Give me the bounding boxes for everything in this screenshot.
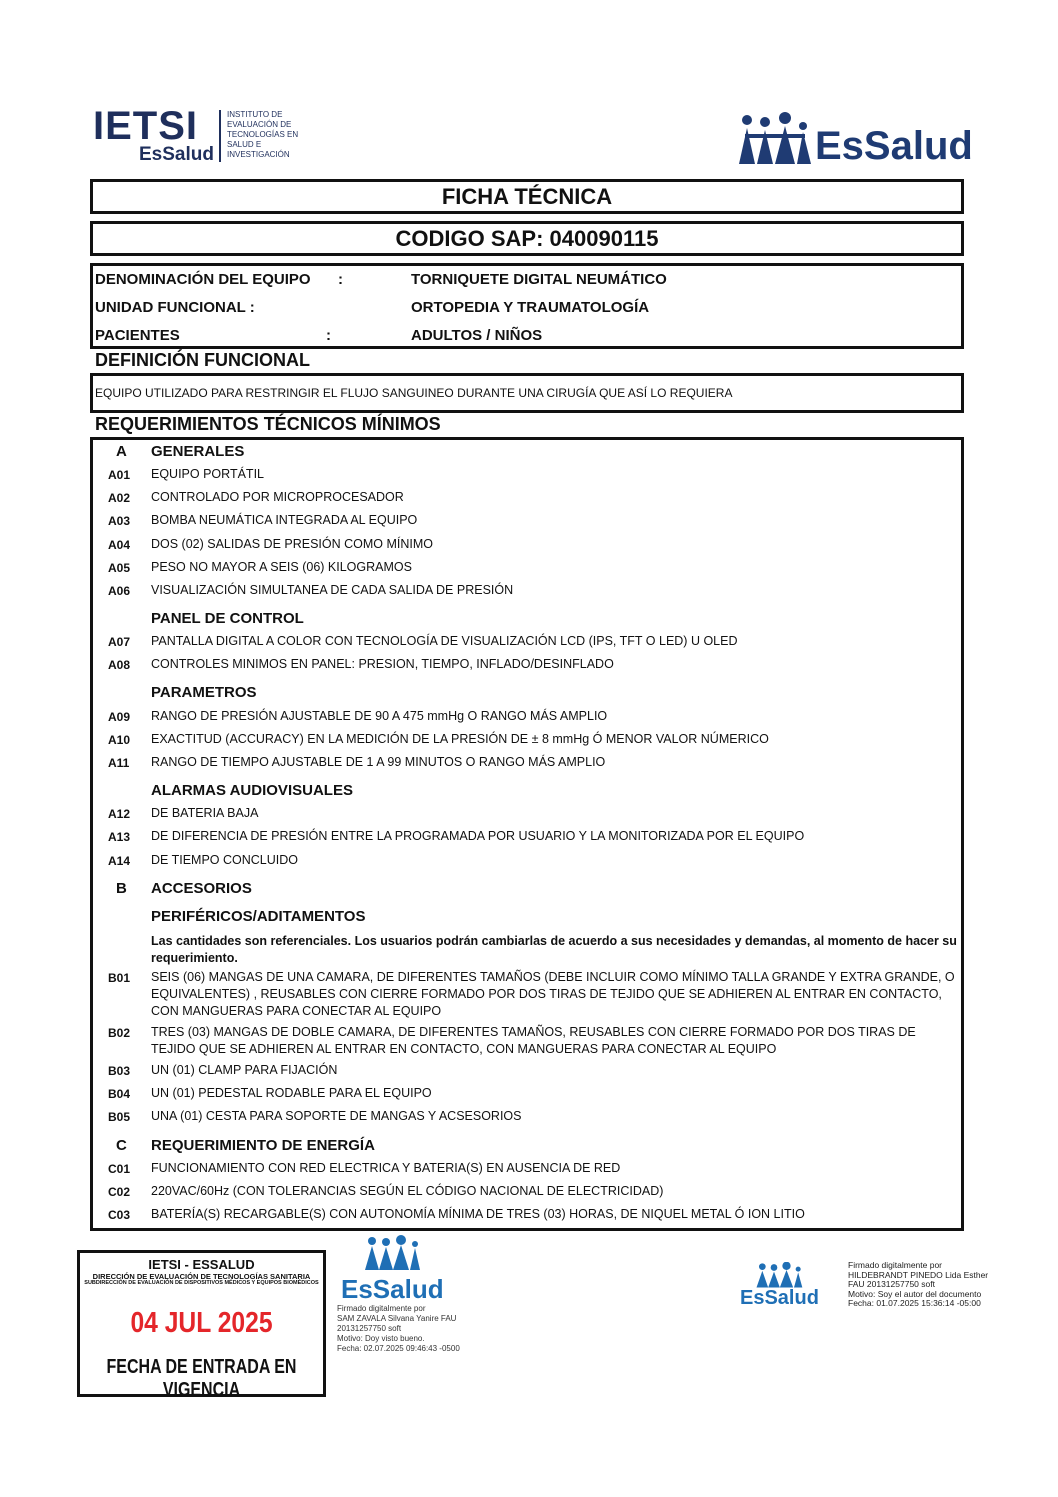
family-figures-icon — [754, 1262, 804, 1288]
subsection-title: PARAMETROS — [151, 684, 257, 701]
signature-line: FAU 20131257750 soft — [848, 1279, 935, 1289]
item-code: A04 — [108, 538, 131, 552]
signature-line: Firmado digitalmente por — [337, 1304, 426, 1313]
item-text: 220VAC/60Hz (CON TOLERANCIAS SEGÚN EL CÓDIGO NACIONAL DE ELECTRICIDAD) — [151, 1184, 664, 1198]
item-code: A02 — [108, 491, 131, 505]
section-title: GENERALES — [151, 443, 245, 460]
institute-line: INVESTIGACIÓN — [227, 150, 290, 159]
item-text: BOMBA NEUMÁTICA INTEGRADA AL EQUIPO — [151, 513, 418, 527]
item-code: A01 — [108, 468, 131, 482]
item-text: EQUIPO PORTÁTIL — [151, 467, 264, 481]
definicion-heading: DEFINICIÓN FUNCIONAL — [95, 350, 310, 370]
signature-line: Motivo: Soy el autor del documento — [848, 1288, 982, 1299]
quantities-note: Las cantidades son referenciales. Los usuarios podrán cambiarlas de acuerdo a sus necesidades y demandas, al momento de hacer su requerimiento. — [151, 934, 957, 965]
subsection-title: PANEL DE CONTROL — [151, 610, 304, 627]
item-text: DE BATERIA BAJA — [151, 806, 259, 820]
item-code: C01 — [108, 1162, 131, 1176]
item-text: PESO NO MAYOR A SEIS (06) KILOGRAMOS — [151, 560, 412, 574]
signature-line: Fecha: 02.07.2025 09:46:43 -0500 — [337, 1344, 460, 1353]
requerimientos-heading: REQUERIMIENTOS TÉCNICOS MÍNIMOS — [95, 414, 441, 434]
stamp-subdirection: SUBDIRECCIÓN DE EVALUACIÓN DE DISPOSITIVOS MÉDICOS Y EQUIPOS BIOMÉDICOS — [84, 1280, 319, 1286]
item-text: EXACTITUD (ACCURACY) EN LA MEDICIÓN DE LA PRESIÓN DE ± 8 mmHg Ó MENOR VALOR NÚMERICO — [151, 732, 769, 746]
institute-line: TECNOLOGÍAS EN — [227, 130, 299, 139]
item-code: A08 — [108, 658, 131, 672]
section-title: REQUERIMIENTO DE ENERGÍA — [151, 1137, 375, 1154]
stamp-footer: FECHA DE ENTRADA EN VIGENCIA — [106, 1356, 297, 1401]
item-code: B05 — [108, 1110, 131, 1124]
sap-code: CODIGO SAP: 040090115 — [90, 221, 964, 256]
equipment-info — [90, 263, 964, 349]
pacientes-label: PACIENTES — [95, 327, 180, 344]
item-text: RANGO DE TIEMPO AJUSTABLE DE 1 A 99 MINUTOS O RANGO MÁS AMPLIO — [151, 755, 606, 769]
subsection-title: ALARMAS AUDIOVISUALES — [151, 782, 353, 799]
institute-line: SALUD E — [227, 140, 262, 149]
validity-stamp — [77, 1250, 326, 1401]
institute-line: EVALUACIÓN DE — [227, 120, 292, 129]
item-code: A07 — [108, 635, 131, 649]
signature-line: HILDEBRANDT PINEDO Lida Esther — [848, 1269, 989, 1280]
stamp-org: IETSI - ESSALUD — [148, 1257, 255, 1272]
item-code: A14 — [108, 854, 131, 868]
signature-line: SAM ZAVALA Silvana Yanire FAU — [337, 1314, 457, 1323]
pacientes-colon: : — [326, 327, 331, 344]
item-text: CONTROLADO POR MICROPROCESADOR — [151, 490, 404, 504]
item-code: A05 — [108, 561, 131, 575]
digital-signature-1 — [337, 1235, 487, 1354]
item-text: TRES (03) MANGAS DE DOBLE CAMARA, DE DIFERENTES TAMAÑOS, REUSABLES CON CIERRE FORMADO POR DOS TIRAS DE TEJIDO QUE SE ADHIEREN AL ENTRAR EN CONTACTO, CON MANGUERAS PARA CONECTAR AL EQUIPO — [151, 1025, 916, 1056]
item-code: B02 — [108, 1026, 131, 1040]
item-text: DE DIFERENCIA DE PRESIÓN ENTRE LA PROGRAMADA POR USUARIO Y LA MONITORIZADA POR EL EQUIPO — [151, 829, 805, 843]
item-text: RANGO DE PRESIÓN AJUSTABLE DE 90 A 475 mmHg O RANGO MÁS AMPLIO — [151, 709, 608, 723]
item-code: A06 — [108, 584, 131, 598]
item-text: UN (01) PEDESTAL RODABLE PARA EL EQUIPO — [151, 1086, 432, 1100]
section-letter: B — [116, 880, 127, 897]
unidad-label: UNIDAD FUNCIONAL : — [95, 299, 255, 316]
subsection-title: PERIFÉRICOS/ADITAMENTOS — [151, 908, 366, 925]
essalud-small-logo — [740, 1262, 820, 1308]
item-text: UN (01) CLAMP PARA FIJACIÓN — [151, 1063, 338, 1077]
page-title: FICHA TÉCNICA — [90, 179, 964, 214]
item-code: A11 — [108, 756, 130, 770]
denominacion-label: DENOMINACIÓN DEL EQUIPO — [95, 271, 311, 288]
signature-line: Motivo: Doy visto bueno. — [337, 1334, 425, 1343]
signature-line: 20131257750 soft — [337, 1324, 402, 1333]
item-code: C03 — [108, 1208, 131, 1222]
item-text: BATERÍA(S) RECARGABLE(S) CON AUTONOMÍA MÍNIMA DE TRES (03) HORAS, DE NIQUEL METAL Ó ION LITIO — [151, 1207, 805, 1221]
essalud-logo — [735, 112, 973, 168]
stamp-date: 04 JUL 2025 — [130, 1307, 273, 1339]
section-letter: A — [116, 443, 127, 460]
item-code: A03 — [108, 514, 131, 528]
ietsi-logo-text: IETSI — [93, 104, 199, 148]
signature-line: Firmado digitalmente por — [848, 1260, 943, 1270]
ietsi-logo-sub: EsSalud — [139, 144, 214, 165]
family-figures-icon — [735, 112, 813, 166]
institute-line: INSTITUTO DE — [227, 110, 283, 119]
item-text: SEIS (06) MANGAS DE UNA CAMARA, DE DIFERENTES TAMAÑOS (DEBE INCLUIR COMO MÍNIMO TALLA GRANDE Y EXTRA GRANDE, O EQUIVALENTES) , REUSABLES CON CIERRE FORMADO POR DOS TIRAS DE TEJIDO QUE SE ADHIEREN AL ENTRAR EN CONTACTO, CON MANGUERAS PARA CONECTAR AL EQUIPO — [151, 970, 955, 1018]
definicion-text: EQUIPO UTILIZADO PARA RESTRINGIR EL FLUJO SANGUINEO DURANTE UNA CIRUGÍA QUE ASÍ LO REQUIERA — [90, 373, 964, 413]
item-code: B03 — [108, 1064, 131, 1078]
section-title: ACCESORIOS — [151, 880, 252, 897]
stamp-direction: DIRECCIÓN DE EVALUACIÓN DE TECNOLOGÍAS SANITARIA — [92, 1272, 311, 1281]
denominacion-value: TORNIQUETE DIGITAL NEUMÁTICO — [411, 271, 667, 288]
item-code: B04 — [108, 1087, 131, 1101]
item-code: A10 — [108, 733, 131, 747]
item-text: DOS (02) SALIDAS DE PRESIÓN COMO MÍNIMO — [151, 537, 433, 551]
essalud-logo-text: EsSalud — [341, 1274, 444, 1304]
item-text: CONTROLES MINIMOS EN PANEL: PRESION, TIEMPO, INFLADO/DESINFLADO — [151, 657, 614, 671]
family-figures-icon — [362, 1235, 422, 1271]
item-code: A13 — [108, 830, 131, 844]
ietsi-logo — [93, 106, 313, 166]
item-code: B01 — [108, 971, 131, 985]
signature-details — [337, 1304, 487, 1354]
item-text: DE TIEMPO CONCLUIDO — [151, 853, 299, 867]
item-text: VISUALIZACIÓN SIMULTANEA DE CADA SALIDA DE PRESIÓN — [151, 583, 514, 597]
item-code: A09 — [108, 710, 131, 724]
logo-divider — [219, 110, 221, 162]
pacientes-value: ADULTOS / NIÑOS — [411, 327, 543, 344]
signature-line: Fecha: 01.07.2025 15:36:14 -05:00 — [848, 1298, 981, 1308]
ietsi-institute-name — [227, 110, 298, 160]
unidad-value: ORTOPEDIA Y TRAUMATOLOGÍA — [411, 299, 650, 316]
item-text: FUNCIONAMIENTO CON RED ELECTRICA Y BATERIA(S) EN AUSENCIA DE RED — [151, 1161, 621, 1175]
digital-signature-2 — [848, 1261, 1008, 1309]
essalud-logo-text: EsSalud — [740, 1287, 819, 1309]
item-text: UNA (01) CESTA PARA SOPORTE DE MANGAS Y ACSESORIOS — [151, 1109, 522, 1123]
section-letter: C — [116, 1137, 127, 1154]
item-code: A12 — [108, 807, 131, 821]
essalud-logo-text: EsSalud — [815, 124, 973, 168]
denominacion-colon: : — [338, 271, 343, 288]
item-code: C02 — [108, 1185, 131, 1199]
item-text: PANTALLA DIGITAL A COLOR CON TECNOLOGÍA DE VISUALIZACIÓN LCD (IPS, TFT O LED) U OLED — [151, 634, 738, 648]
